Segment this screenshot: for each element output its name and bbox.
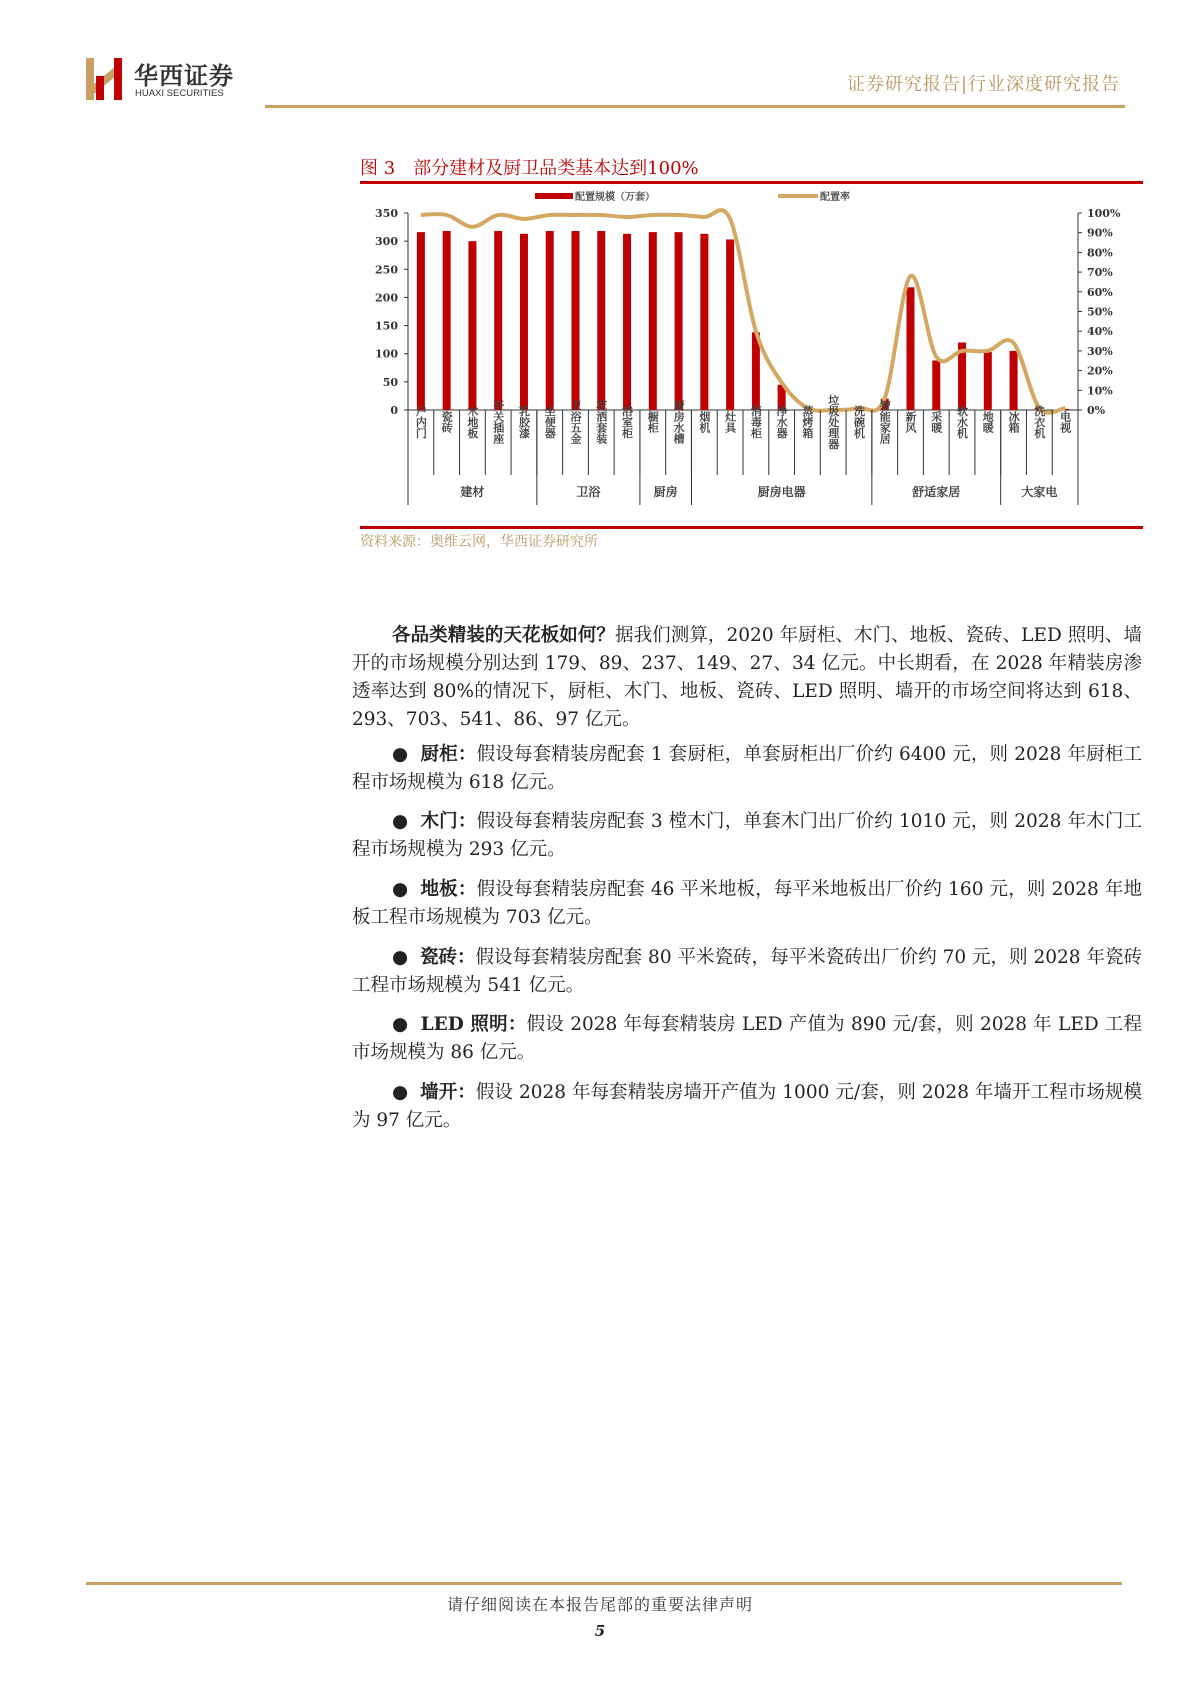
logo-mark-icon [86,58,124,100]
bullet-text: 假设每套精装房配套 1 套厨柜，单套厨柜出厂价约 6400 元，则 2028 年厨柜工程市场规模为 618 亿元。 [352,744,1143,793]
category-label: 木地板 [465,405,479,439]
bar [726,239,734,410]
bar [907,287,915,410]
figure-caption: 部分建材及厨卫品类基本达到100% [413,158,699,179]
bullet-icon: ● [392,1082,421,1103]
group-label: 建材 [460,485,485,499]
category-label: 净水器 [775,405,789,439]
category-label: 厨房水槽 [672,400,686,444]
bullet-label: 厨柜： [420,744,477,765]
legend-bar-swatch [535,193,573,199]
category-label: 灶具 [723,411,737,433]
category-label: 橱柜 [646,411,660,433]
left-tick-label: 100 [375,347,398,361]
report-type: 证券研究报告|行业深度研究报告 [846,74,1120,95]
left-tick-label: 300 [375,235,398,249]
category-label: 软水机 [955,405,969,439]
category-label: 采暖 [929,411,943,433]
category-label: 智能家居 [878,400,892,444]
category-label: 新风 [904,411,917,433]
category-label: 烟机 [697,411,711,433]
left-tick-label: 0 [390,404,398,417]
bullet-icon: ● [392,1014,421,1035]
category-label: 乳胶漆 [517,405,531,439]
group-label: 舒适家居 [912,485,961,499]
category-label: 洗碗机 [852,405,866,439]
bullet-item [352,876,1142,932]
bullet-label: 墙开： [420,1082,476,1103]
category-label: 卫浴五金 [569,400,582,444]
category-label: 冰箱 [1007,411,1021,433]
bullet-text: 假设每套精装房配套 80 平米瓷砖，每平米瓷砖出厂价约 70 元，则 2028 年瓷砖工程市场规模为 541 亿元。 [352,947,1142,996]
right-tick-label: 100% [1087,207,1121,220]
category-label: 地暖 [981,411,995,433]
bullet-text: 假设 2028 年每套精装房 LED 产值为 890 元/套，则 2028 年 LED 工程市场规模为 86 亿元。 [352,1014,1143,1063]
figure-bottom-rule [360,526,1143,529]
figure-label: 图 3 [360,158,396,179]
legend-line-label: 配置率 [820,192,850,203]
right-tick-label: 90% [1087,226,1113,240]
group-label: 卫浴 [576,485,601,499]
left-tick-label: 150 [375,319,398,333]
right-tick-label: 50% [1087,305,1113,319]
category-label: 花洒套装 [594,400,608,444]
bullet-icon: ● [392,744,421,765]
bullet-item [352,741,1142,797]
group-label: 厨房电器 [757,485,806,499]
bar [932,360,940,410]
bar [468,241,476,410]
bar [597,231,605,410]
category-label: 蒸烤箱 [800,405,814,439]
bullet-text: 假设每套精装房配套 3 樘木门，单套木门出厂价约 1010 元，则 2028 年木门工程市场规模为 293 亿元。 [352,811,1143,860]
right-tick-label: 30% [1087,344,1113,358]
figure-top-rule [360,181,1143,184]
category-label: 垃圾处理器 [826,394,840,450]
intro-heading: 各品类精装的天花板如何？ [392,625,616,646]
bar [520,234,528,410]
bar [1010,351,1018,410]
bullet-label: LED 照明： [420,1014,527,1035]
bullet-label: 地板： [420,879,477,900]
left-tick-label: 200 [375,291,398,305]
bullet-item [352,1079,1142,1135]
category-label: 电视 [1058,411,1072,433]
bullet-label: 瓷砖： [419,947,476,968]
category-label: 户内门 [414,405,428,439]
left-tick-label: 250 [375,263,398,277]
logo-text-cn: 华西证券 [134,61,234,90]
footer-divider [86,1582,1122,1585]
logo-text-en: HUAXI SECURITIES [135,88,224,99]
group-label: 大家电 [1021,485,1058,499]
right-tick-label: 10% [1087,384,1113,398]
bar [417,232,425,410]
intro-paragraph [352,622,1142,734]
right-tick-label: 0% [1087,404,1106,417]
right-tick-label: 80% [1087,246,1113,260]
right-tick-label: 40% [1087,325,1113,339]
right-tick-label: 70% [1087,266,1113,280]
left-tick-label: 50 [382,375,398,389]
footer-disclaimer: 请仔细阅读在本报告尾部的重要法律声明 [446,1595,753,1614]
right-tick-label: 20% [1087,364,1113,378]
bullet-item [352,808,1142,864]
company-logo [86,56,246,104]
bullet-item [352,944,1142,1000]
rate-line [421,210,1065,413]
category-label: 浴室柜 [620,405,634,439]
bullet-icon: ● [392,947,420,968]
intro-text: 据我们测算，2020 年厨柜、木门、地板、瓷砖、LED 照明、墙开的市场规模分别达到 179、89、237、149、27、34 亿元。中长期看，在 2028 年精装房渗透率达到 80%的情况下，厨柜、木门、地板、瓷砖、LED 照明、墙开的市场空间将达到 618、293、703、541、86、97 亿元。 [352,625,1142,730]
category-label: 开关插座 [491,400,505,444]
bar [546,231,554,410]
bar [443,231,451,410]
bullet-text: 假设 2028 年每套精装房墙开产值为 1000 元/套，则 2028 年墙开工程市场规模为 97 亿元。 [352,1082,1143,1131]
bar [623,234,631,410]
bar [649,232,657,410]
bullet-icon: ● [392,879,421,900]
right-tick-label: 60% [1087,285,1113,299]
category-label: 消毒柜 [749,405,763,439]
page-number: 5 [594,1622,606,1640]
figure-source: 资料来源：奥维云网，华西证券研究所 [360,534,598,550]
group-label: 厨房 [653,485,678,499]
category-label: 坐便器 [543,405,557,439]
bullet-text: 假设每套精装房配套 46 平米地板，每平米地板出厂价约 160 元，则 2028 年地板工程市场规模为 703 亿元。 [352,879,1143,928]
left-tick-label: 350 [375,207,398,220]
bar [494,231,502,410]
bullet-label: 木门： [420,811,477,832]
bar [984,352,992,410]
header-divider [265,105,1125,108]
legend-bar-label: 配置规模（万套） [575,192,655,203]
bar [700,234,708,410]
figure-title [360,154,717,180]
bar [572,231,580,410]
bullet-icon: ● [392,811,421,832]
chart [360,186,1143,526]
bar [675,232,683,410]
category-label: 洗衣机 [1032,405,1046,439]
bullet-item [352,1011,1142,1067]
category-label: 瓷砖 [440,411,454,433]
